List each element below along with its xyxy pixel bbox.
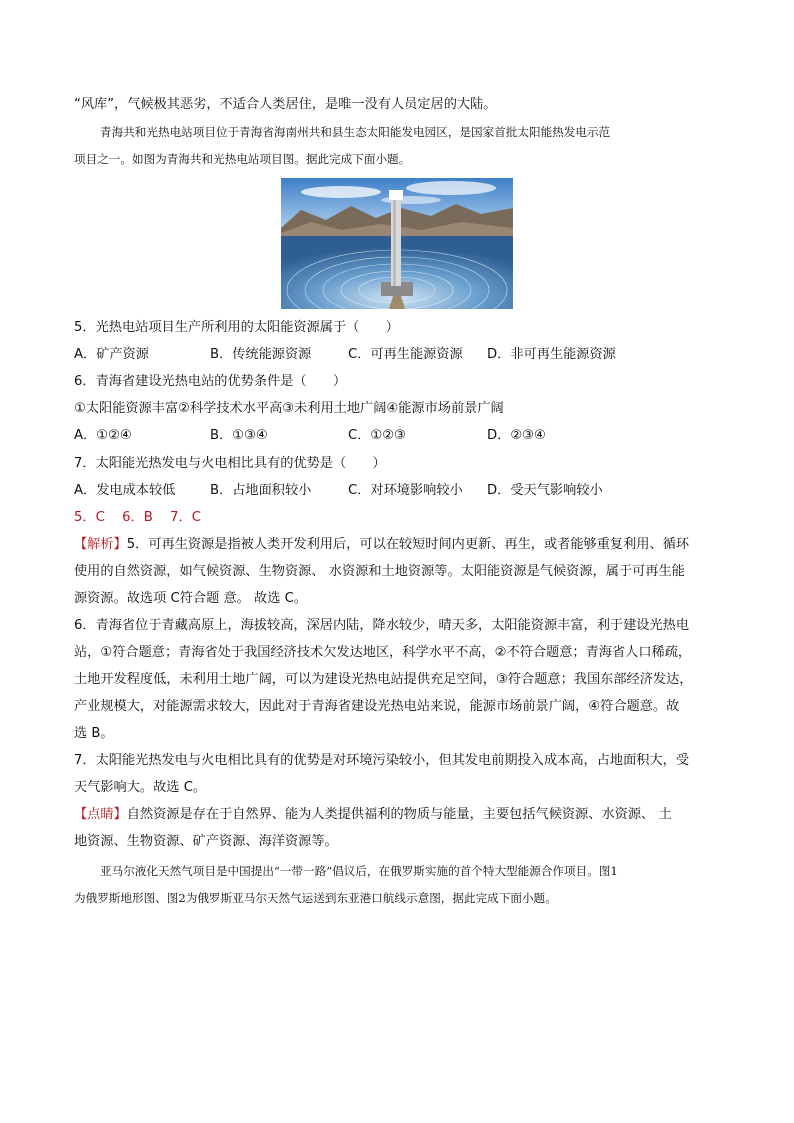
q7-stem: 7．太阳能光热发电与火电相比具有的优势是（ ） [74, 456, 386, 471]
passage1-line-2: 项目之一。如图为青海共和光热电站项目图。据此完成下面小题。 [74, 152, 411, 166]
q6-options [74, 427, 724, 445]
analysis-line-3: 源资源。故选项 C符合题 意。 故选 C。 [74, 591, 307, 606]
q6-option-c: C．①②③ [348, 428, 406, 443]
q7-options [74, 482, 724, 500]
q5-option-b: B．传统能源资源 [210, 347, 312, 362]
q6-conditions: ①太阳能资源丰富②科学技术水平高③未利用土地广阔④能源市场前景广阔 [74, 401, 504, 416]
q5-option-d: D．非可再生能源资源 [487, 347, 616, 362]
analysis-line-4: 6．青海省位于青藏高原上，海拔较高，深居内陆，降水较少，晴天多，太阳能资源丰富，利于建设光热电 [74, 618, 690, 633]
q5-options [74, 346, 724, 364]
passage2-line-2: 为俄罗斯地形图、图2为俄罗斯亚马尔天然气运送到东亚港口航线示意图，据此完成下面小题。 [74, 891, 557, 905]
q5-stem: 5．光热电站项目生产所利用的太阳能资源属于（ ） [74, 320, 399, 335]
analysis-line-1: 【解析】5．可再生资源是指被人类开发利用后，可以在较短时间内更新、再生，或者能够重复利用、循环 [74, 537, 690, 552]
passage2-line-1: 亚马尔液化天然气项目是中国提出“一带一路”倡议后，在俄罗斯实施的首个特大型能源合作项目。图1 [100, 864, 618, 878]
q6-option-a: A．①②④ [74, 428, 132, 443]
analysis-line-9: 7．太阳能光热发电与火电相比具有的优势是对环境污染较小，但其发电前期投入成本高，占地面积大，受 [74, 753, 690, 768]
comment-line-1: 【点睛】自然资源是存在于自然界、能为人类提供福利的物质与能量，主要包括气候资源、水资源、 土 [74, 807, 672, 822]
comment-line-2: 地资源、生物资源、矿产资源、海洋资源等。 [74, 834, 338, 849]
analysis-line-6: 土地开发程度低，未利用土地广阔，可以为建设光热电站提供充足空间，③符合题意；我国东部经济发达， [74, 672, 693, 687]
analysis-line-2: 使用的自然资源，如气候资源、生物资源、 水资源和土地资源等。太阳能资源是气候资源，属于可再生能 [74, 564, 685, 579]
q7-option-d: D．受天气影响较小 [487, 483, 603, 498]
q7-option-b: B．占地面积较小 [210, 483, 312, 498]
q6-stem: 6．青海省建设光热电站的优势条件是（ ） [74, 374, 347, 389]
analysis-line-8: 选 B。 [74, 726, 114, 741]
solar-station-photo [281, 178, 513, 309]
analysis-line-7: 产业规模大，对能源需求较大，因此对于青海省建设光热电站来说，能源市场前景广阔，④符合题意。故 [74, 699, 680, 714]
q5-option-c: C．可再生能源资源 [348, 347, 463, 362]
q6-option-d: D．②③④ [487, 428, 546, 443]
answer-key: 5．C 6．B 7．C [74, 510, 201, 525]
q7-option-c: C．对环境影响较小 [348, 483, 463, 498]
analysis-tag: 【解析】 [74, 537, 127, 552]
q7-option-a: A．发电成本较低 [74, 483, 176, 498]
analysis-line-5: 站，①符合题意；青海省处于我国经济技术欠发达地区，科学水平不高，②不符合题意；青海省人口稀疏， [74, 645, 692, 660]
comment-tag: 【点睛】 [74, 807, 127, 822]
q5-option-a: A．矿产资源 [74, 347, 149, 362]
analysis-line-10: 天气影响大。故选 C。 [74, 780, 207, 795]
intro-line: “风库”，气候极其恶劣，不适合人类居住，是唯一没有人员定居的大陆。 [74, 97, 497, 112]
passage1-line-1: 青海共和光热电站项目位于青海省海南州共和县生态太阳能发电园区，是国家首批太阳能热发电示范 [100, 125, 611, 139]
q6-option-b: B．①③④ [210, 428, 268, 443]
